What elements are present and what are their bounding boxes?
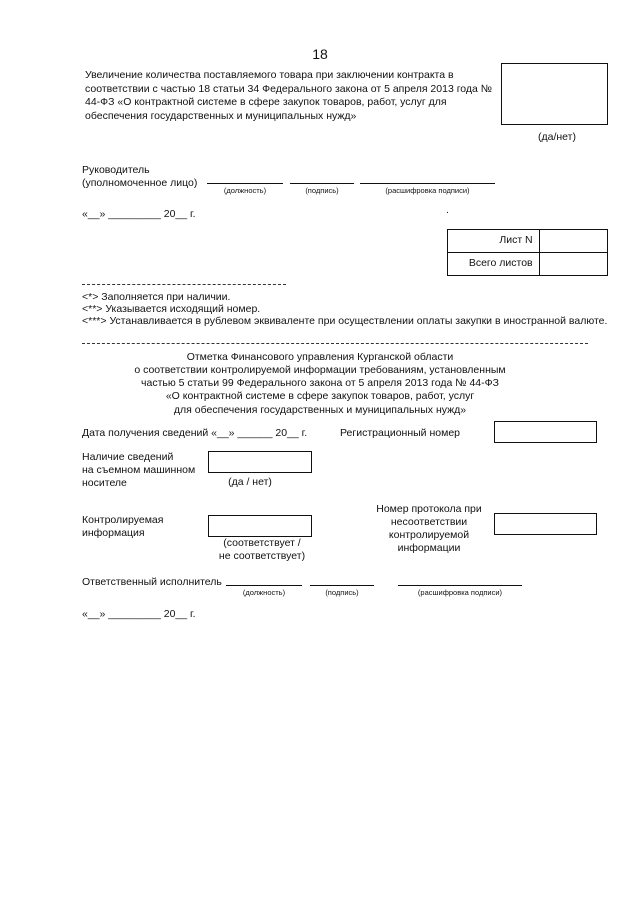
increase-quantity-caption: (да/нет) (538, 131, 576, 143)
media-caption: (да / нет) (228, 476, 272, 488)
footnote-2: <**> Указывается исходящий номер. (82, 303, 261, 315)
date-received-label: Дата получения сведений «__» ______ 20__ г. (82, 427, 308, 439)
head-decoding-caption: (расшифровка подписи) (385, 186, 470, 195)
executor-position-line[interactable] (226, 585, 302, 586)
controlled-info-caption-line: не соответствует) (218, 550, 306, 563)
executor-signature-caption: (подпись) (325, 588, 359, 597)
protocol-number-label-line: контролируемой (388, 529, 470, 542)
protocol-number-label-line: информации (397, 542, 461, 555)
registration-number-label: Регистрационный номер (340, 427, 460, 439)
executor-decoding-line[interactable] (398, 585, 522, 586)
protocol-number-box[interactable] (494, 513, 597, 535)
stray-mark: . (446, 204, 449, 216)
protocol-number-label (364, 503, 494, 556)
executor-decoding-caption: (расшифровка подписи) (417, 588, 503, 597)
increase-quantity-box[interactable] (501, 63, 608, 125)
executor-label: Ответственный исполнитель (82, 576, 222, 588)
sheets-table (447, 229, 608, 276)
head-label: Руководитель (82, 164, 150, 176)
table-row (448, 230, 608, 253)
finance-title-line: для обеспечения государственных и муниципальных нужд» (173, 403, 467, 416)
total-sheets-value[interactable] (539, 253, 607, 276)
table-row (448, 253, 608, 276)
head-signature-caption: (подпись) (305, 186, 339, 195)
media-label-line: Наличие сведений (82, 451, 174, 463)
executor-signature-line[interactable] (310, 585, 374, 586)
date-line-2: «__» _________ 20__ г. (82, 608, 196, 620)
finance-title-line: «О контрактной системе в сфере закупок товаров, работ, услуг (165, 390, 475, 403)
finance-title-line: Отметка Финансового управления Курганской области (186, 351, 454, 363)
controlled-info-label-line: информация (82, 527, 145, 540)
page-number: 18 (312, 46, 328, 62)
controlled-info-box[interactable] (208, 515, 312, 537)
head-label-sub: (уполномоченное лицо) (82, 177, 198, 189)
executor-position-caption: (должность) (242, 588, 286, 597)
head-signature-line[interactable] (290, 183, 354, 184)
finance-title-line: частью 5 статьи 99 Федерального закона от 5 апреля 2013 года № 44-ФЗ (141, 377, 499, 390)
head-position-line[interactable] (207, 183, 283, 184)
sheet-n-label: Лист N (448, 230, 540, 253)
media-box[interactable] (208, 451, 312, 473)
section-separator (82, 343, 588, 344)
footnote-separator (82, 284, 286, 285)
controlled-info-caption (212, 537, 312, 563)
protocol-number-label-line: несоответствии (390, 516, 468, 529)
date-line: «__» _________ 20__ г. (82, 208, 196, 220)
media-label-line: на съемном машинном (82, 464, 196, 477)
increase-quantity-text: Увеличение количества поставляемого товара при заключении контракта в соответствии с частью 18 статьи 34 Федерального закона от 5 апреля 2013 года № 44-ФЗ «О контрактной системе в сфере закупок товаров, работ, услуг для обеспечения государственных и муниципальных нужд» (85, 69, 493, 122)
footnote-3: <***> Устанавливается в рублевом эквиваленте при осуществлении оплаты закупки в иностранной валюте. (82, 315, 608, 327)
media-label-line: носителе (82, 477, 127, 490)
controlled-info-label (82, 514, 163, 540)
media-label (82, 451, 195, 490)
head-position-caption: (должность) (223, 186, 267, 195)
sheet-n-value[interactable] (539, 230, 607, 253)
total-sheets-label: Всего листов (448, 253, 540, 276)
registration-number-box[interactable] (494, 421, 597, 443)
controlled-info-caption-line: (соответствует / (223, 537, 301, 549)
finance-title (110, 351, 530, 417)
finance-title-line: о соответствии контролируемой информации требованиям, установленным (134, 364, 506, 377)
controlled-info-label-line: Контролируемая (82, 514, 164, 526)
protocol-number-label-line: Номер протокола при (376, 503, 482, 515)
footnote-1: <*> Заполняется при наличии. (82, 291, 231, 303)
head-decoding-line[interactable] (360, 183, 495, 184)
